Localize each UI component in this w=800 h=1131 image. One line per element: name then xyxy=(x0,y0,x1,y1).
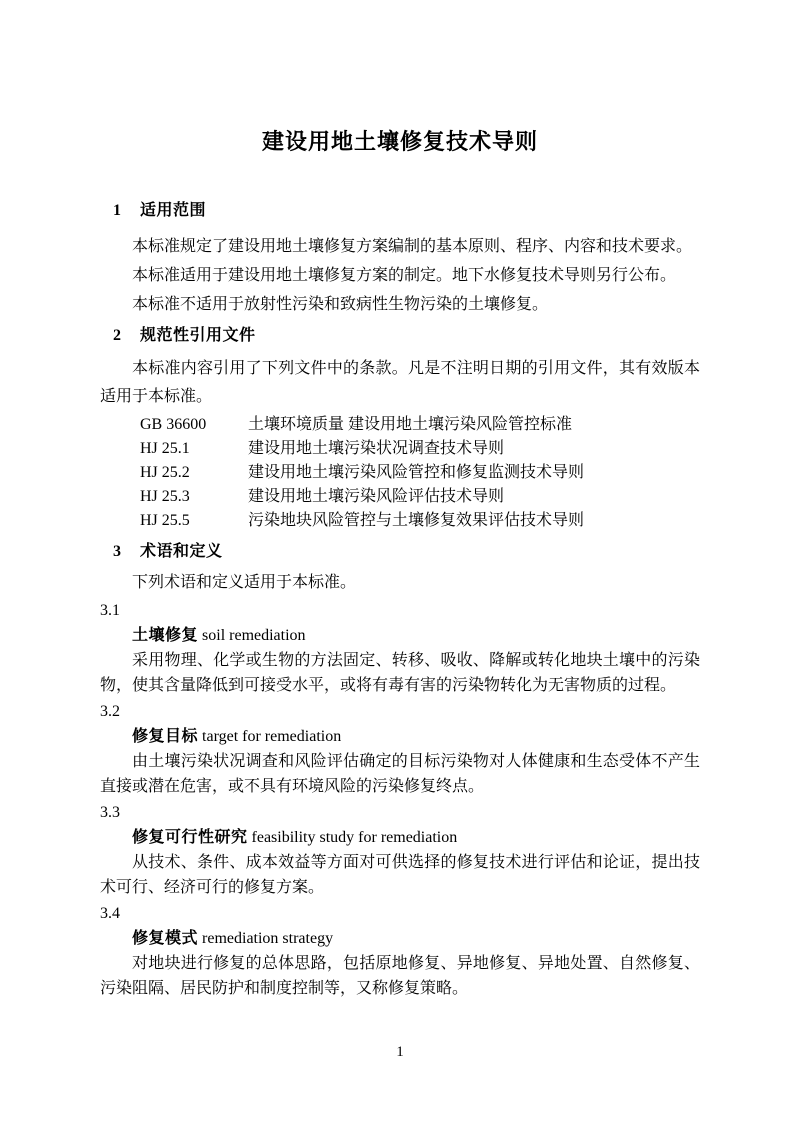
section-1-number: 1 xyxy=(113,202,121,219)
paragraph: 本标准不适用于放射性污染和致病性生物污染的土壤修复。 xyxy=(132,296,549,313)
document-title: 建设用地土壤修复技术导则 xyxy=(261,129,538,154)
term-heading xyxy=(100,724,700,749)
term-name-en: target for remediation xyxy=(202,728,342,745)
section-3-label: 术语和定义 xyxy=(140,543,223,560)
reference-title: 建设用地土壤污染风险管控和修复监测技术导则 xyxy=(248,464,585,481)
reference-list xyxy=(100,413,700,533)
term-definition: 从技术、条件、成本效益等方面对可供选择的修复技术进行评估和论证，提出技术可行、经济可行的修复方案。 xyxy=(100,854,700,896)
reference-code: GB 36600 xyxy=(140,416,207,433)
paragraph: 本标准适用于建设用地土壤修复方案的制定。地下水修复技术导则另行公布。 xyxy=(132,267,677,284)
term-name-zh: 修复可行性研究 xyxy=(132,829,248,846)
section-2-label: 规范性引用文件 xyxy=(140,327,256,344)
term-name-en: remediation strategy xyxy=(202,930,334,947)
term-definition: 由土壤污染状况调查和风险评估确定的目标污染物对人体健康和生态受体不产生直接或潜在危害，或不具有环境风险的污染修复终点。 xyxy=(100,753,700,795)
term-block-3-4 xyxy=(100,901,700,1001)
term-block-3-1 xyxy=(100,598,700,698)
section-2-intro: 本标准内容引用了下列文件中的条款。凡是不注明日期的引用文件，其有效版本适用于本标准。 xyxy=(100,360,700,405)
term-block-3-3 xyxy=(100,800,700,900)
section-2-number: 2 xyxy=(113,327,121,344)
term-number: 3.1 xyxy=(100,602,120,619)
term-heading xyxy=(100,825,700,850)
term-name-zh: 修复模式 xyxy=(132,930,199,947)
term-name-en: soil remediation xyxy=(202,627,306,644)
reference-row xyxy=(100,413,700,437)
section-3-number: 3 xyxy=(113,543,121,560)
term-name-en: feasibility study for remediation xyxy=(251,829,458,846)
reference-code: HJ 25.5 xyxy=(140,512,190,529)
reference-row xyxy=(100,509,700,533)
section-3-heading xyxy=(100,541,700,563)
term-number: 3.3 xyxy=(100,804,120,821)
section-1-label: 适用范围 xyxy=(140,202,207,219)
term-definition: 对地块进行修复的总体思路，包括原地修复、异地修复、异地处置、自然修复、污染阻隔、居民防护和制度控制等，又称修复策略。 xyxy=(100,955,700,997)
section-1-heading xyxy=(100,200,700,222)
reference-code: HJ 25.2 xyxy=(140,464,190,481)
term-number: 3.2 xyxy=(100,703,120,720)
reference-title: 土壤环境质量 建设用地土壤污染风险管控标准 xyxy=(248,416,573,433)
term-heading xyxy=(100,623,700,648)
reference-row xyxy=(100,437,700,461)
reference-title: 建设用地土壤污染状况调查技术导则 xyxy=(248,440,505,457)
term-block-3-2 xyxy=(100,699,700,799)
reference-title: 建设用地土壤污染风险评估技术导则 xyxy=(248,488,505,505)
section-1-paragraphs xyxy=(100,232,700,319)
reference-code: HJ 25.1 xyxy=(140,440,190,457)
reference-code: HJ 25.3 xyxy=(140,488,190,505)
paragraph: 本标准规定了建设用地土壤修复方案编制的基本原则、程序、内容和技术要求。 xyxy=(132,238,693,255)
term-heading xyxy=(100,926,700,951)
page-number: 1 xyxy=(396,1044,404,1060)
term-name-zh: 修复目标 xyxy=(132,728,199,745)
reference-title: 污染地块风险管控与土壤修复效果评估技术导则 xyxy=(248,512,585,529)
section-3-intro: 下列术语和定义适用于本标准。 xyxy=(132,574,357,591)
reference-row xyxy=(100,485,700,509)
term-definition: 采用物理、化学或生物的方法固定、转移、吸收、降解或转化地块土壤中的污染物，使其含量降低到可接受水平，或将有毒有害的污染物转化为无害物质的过程。 xyxy=(100,652,700,694)
section-2-heading xyxy=(100,325,700,347)
term-name-zh: 土壤修复 xyxy=(132,627,199,644)
term-number: 3.4 xyxy=(100,905,120,922)
reference-row xyxy=(100,461,700,485)
